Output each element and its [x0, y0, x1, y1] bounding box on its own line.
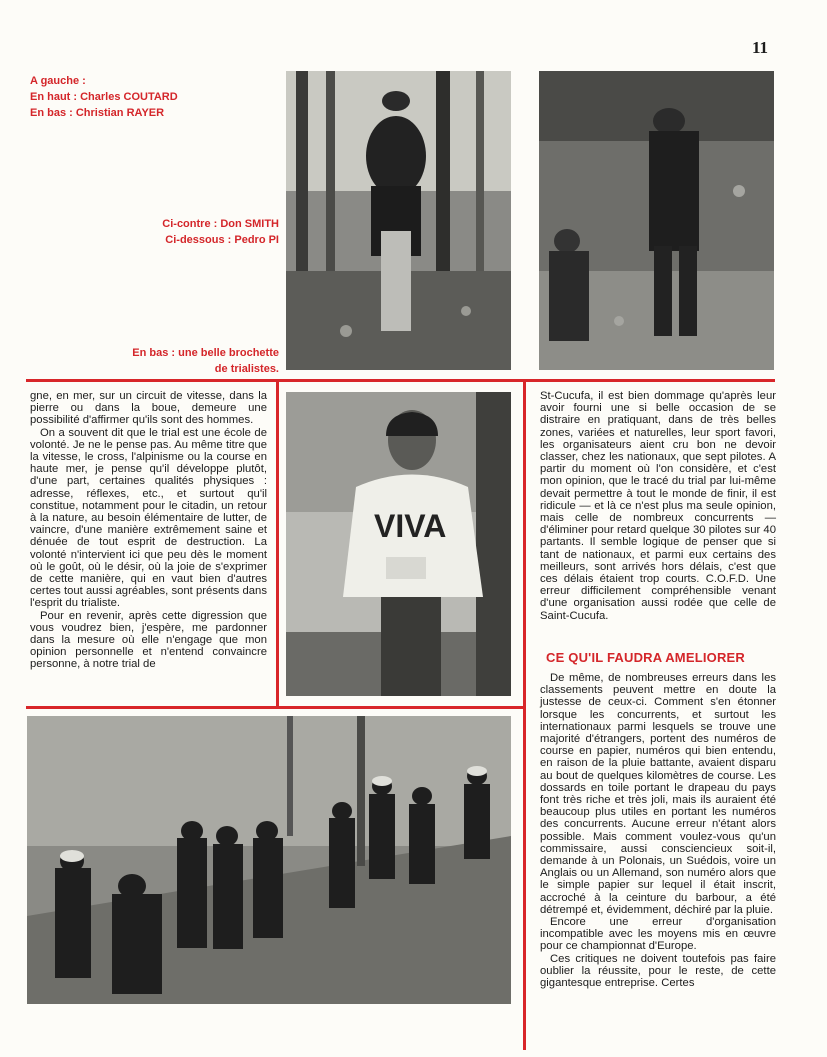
photo-rider-viva — [286, 392, 511, 696]
paragraph: Pour en revenir, après cette digression que vous voudrez bien, j'espère, me pardonner dans la mesure où elle n'engage que mon opinion personnelle et n'entend convaincre personne, à notre trial de — [30, 609, 267, 671]
right-column-text-bottom — [540, 672, 776, 989]
caption-top-left — [30, 73, 178, 121]
caption-middle — [110, 216, 279, 248]
rule-vertical-right — [523, 379, 526, 1050]
caption-line: Ci-dessous : Pedro PI — [165, 234, 279, 246]
rule-top — [26, 379, 775, 382]
caption-line: En bas : Christian RAYER — [30, 107, 165, 119]
paragraph: St-Cucufa, il est bien dommage qu'après leur avoir fourni une si belle occasion de se distraire en pratiquant, dans de très belles zones, variées et naturelles, leur sport favori, les organisateurs aient cru bon ne devoir classer, chez les nationaux, que sept pilotes. A partir du moment où l'on considère, et c'est mon opinion, que le tracé du trial par lui-même devait permettre à tout le monde de finir, il est ridicule — et là ce n'est plus ma seule opinion, mais celle de nombreux concurrents — d'éliminer pour retard quelque 30 pilotes sur 40 partants. Il semble logique de penser que si tant de nationaux, et parmi eux certains des meilleurs, sont arrivés hors délais, c'est que ces délais étaient trop courts. C.O.F.D. Une erreur difficilement compréhensible venant d'une organisation aussi rodée que celle de Saint-Cucufa. — [540, 390, 776, 622]
sweater-text: VIVA — [374, 508, 447, 544]
paragraph: Ces critiques ne doivent toutefois pas faire oublier la réussite, pour le reste, de cette gigantesque entreprise. Certes — [540, 952, 776, 990]
caption-bottom — [70, 345, 279, 377]
paragraph: De même, de nombreuses erreurs dans les classements peuvent mettre en doute la justesse de ceux-ci. Comment s'en étonner lorsque les concurrents, et surtout les internationaux parmi lesquels se trouve une majorité d'étrangers, portent des numéros de course en papier, numéros qui bien entendu, en raison de la pluie battante, avaient disparu au bout de quelques kilomètres de course. Les dossards en toile portant le drapeau du pays font très riche et très joli, mais ils auraient été beaucoup plus utiles en portant les numéros des concurrents. Aucune erreur n'étant alors possible. Mais comment voulez-vous qu'un commissaire, aussi consciencieux soit-il, demande à un Polonais, un Suédois, voire un Anglais ou un Allemand, son numéro alors que le simple papier sur lequel il était inscrit, accroché à la ceinture du barbour, a été détrempé et, évidemment, déchiré par la pluie. — [540, 672, 776, 916]
paragraph: Encore une erreur d'organisation incompatible avec les moyens mis en œuvre pour ce championnat d'Europe. — [540, 916, 776, 953]
section-heading: CE QU'IL FAUDRA AMELIORER — [546, 650, 746, 665]
page-number: 11 — [752, 38, 769, 57]
caption-line: A gauche : — [30, 75, 86, 87]
paragraph: gne, en mer, sur un circuit de vitesse, dans la pierre ou dans la boue, demeure une possibilité d'affirmer qu'ils sont des hommes. — [30, 390, 267, 427]
right-column-text-top — [540, 390, 776, 622]
photo-group-trialists — [27, 716, 511, 1004]
photo-rider-walking — [539, 71, 774, 370]
caption-line: de trialistes. — [214, 363, 279, 375]
caption-line: Ci-contre : Don SMITH — [162, 218, 279, 230]
caption-line: En bas : une belle brochette — [132, 347, 279, 359]
rule-vertical-left — [276, 379, 279, 709]
paragraph: On a souvent dit que le trial est une école de volonté. Je ne le pense pas. Au même titre que la vitesse, le cross, l'alpinisme ou la course en haute mer, je pense qu'il développe plutôt, d'une part, certaines qualités physiques : adresse, réflexes, etc., et surtout qu'il constitue, notamment pour le citadin, un retour à la nature, au besoin élémentaire de lutter, de vaincre, d'une manière extrêmement saine et dénuée de tout esprit de destruction. La volonté n'intervient ici que peu dès le moment où le goût, où le désir, où la joie de s'exprimer de cette manière, qui en vaut bien d'autres certes tout aussi agréables, sont présents dans l'esprit du trialiste. — [30, 426, 267, 610]
caption-line: En haut : Charles COUTARD — [30, 91, 178, 103]
photo-rider-motorcycle — [286, 71, 511, 370]
left-column-text — [30, 390, 267, 671]
